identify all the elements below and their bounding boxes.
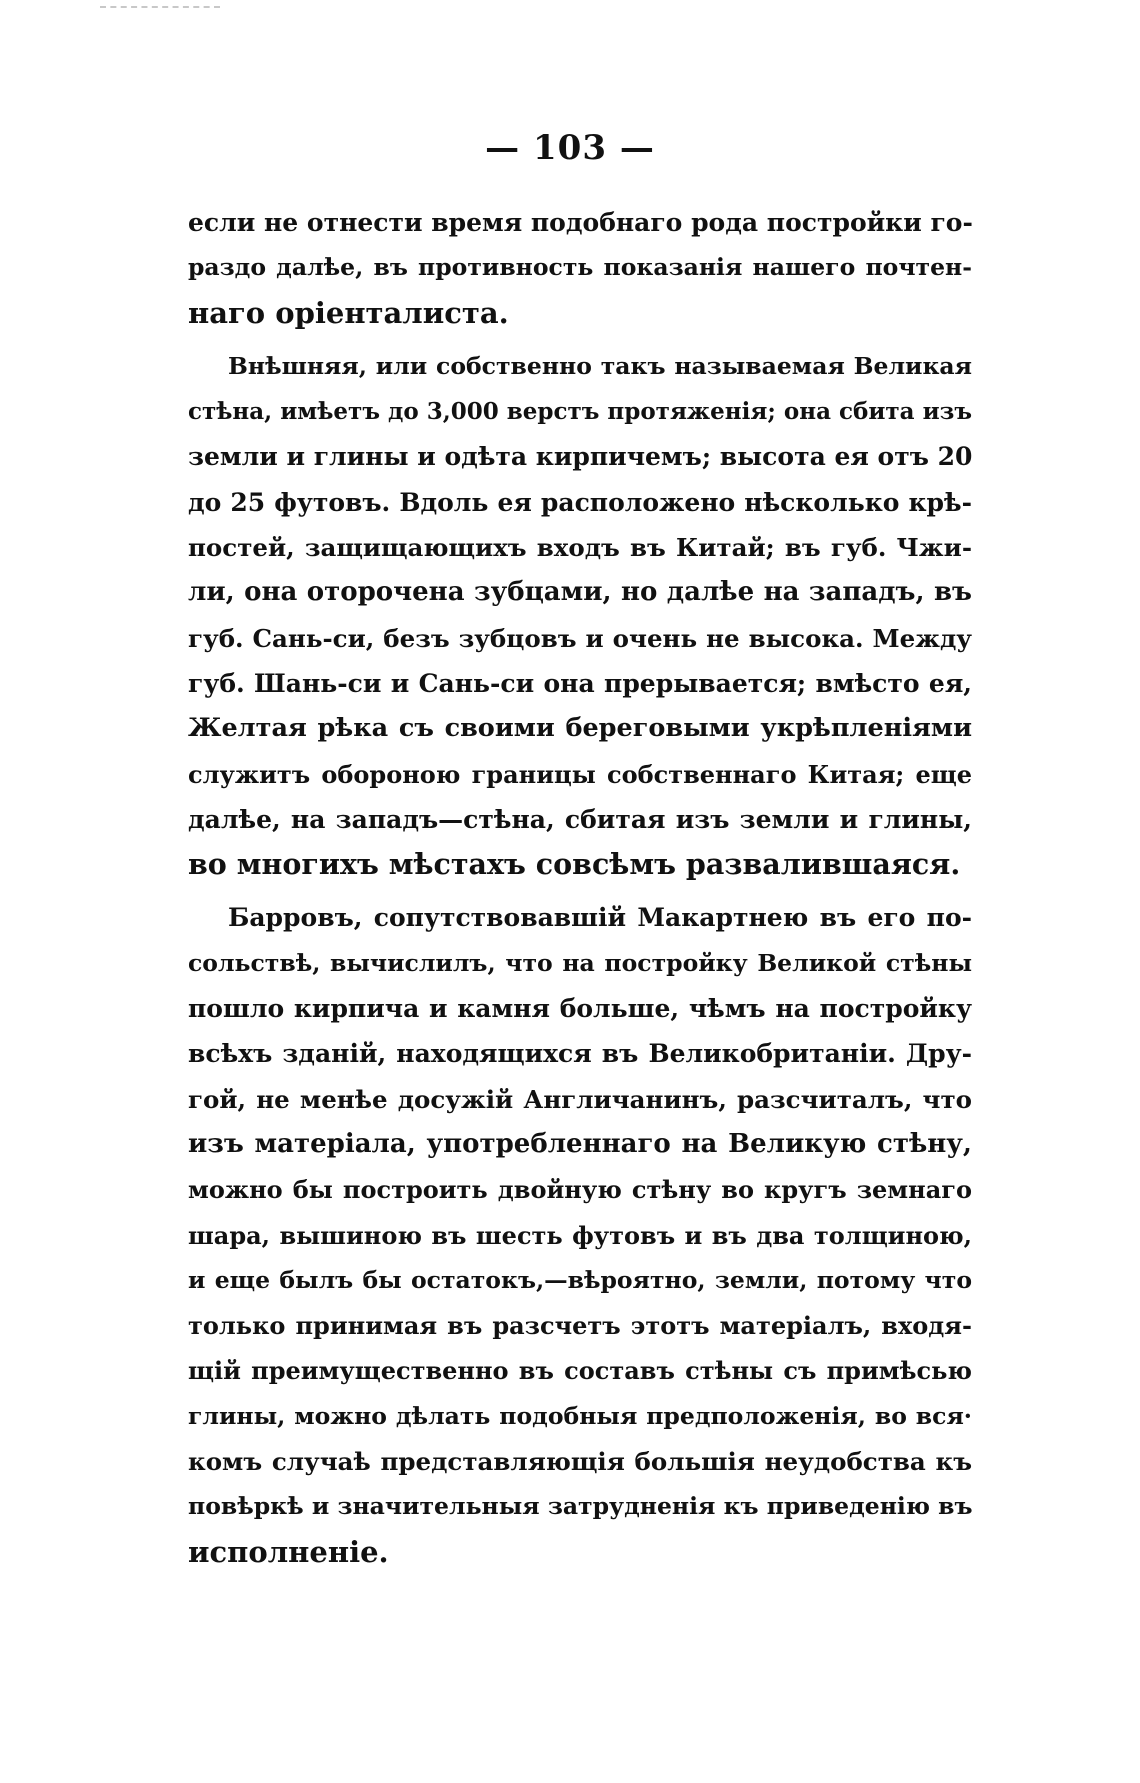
text-line: щій преимущественно въ составъ стѣны съ примѣсью [188,1356,972,1386]
text-line: глины, можно дѣлать подобныя предположенія, во вся· [188,1401,972,1430]
text-line: гой, не менѣе досужій Англичанинъ, разсчиталъ, что [188,1084,972,1114]
text-line: можно бы построить двойную стѣну во кругъ земнаго [188,1175,972,1205]
text-line: ли, она оторочена зубцами, но далѣе на западъ, въ [188,577,972,608]
text-line: служитъ обороною границы собственнаго Китая; еще [188,759,972,789]
text-line: если не отнести время подобнаго рода постройки го- [188,208,973,237]
text-line: шара, вышиною въ шесть футовъ и въ два толщиною, [188,1220,972,1250]
page-number: — 103 — [485,128,655,168]
text-line: стѣна, имѣетъ до 3,000 верстъ протяженія; она сбита изъ [188,398,972,426]
body-text [188,200,972,1575]
text-line: исполненіе. [188,1534,389,1569]
text-line: раздо далѣе, въ противность показанія нашего почтен- [188,253,972,282]
text-line: только принимая въ разсчетъ этотъ матеріалъ, входя- [188,1311,972,1341]
text-line: губ. Шань-си и Сань-си она прерывается; вмѣсто ея, [188,668,972,698]
text-line: наго оріенталиста. [188,295,509,330]
text-line: губ. Сань-си, безъ зубцовъ и очень не высока. Между [188,623,972,653]
paragraph-1 [188,200,972,336]
text-line: сольствѣ, вычислилъ, что на постройку Великой стѣны [188,948,972,977]
text-line: Желтая рѣка съ своими береговыми укрѣпленіями [188,713,972,744]
text-line: всѣхъ зданій, находящихся въ Великобританіи. Дру- [188,1039,972,1069]
text-line: постей, защищающихъ входъ въ Китай; въ губ. Чжи- [188,533,972,563]
text-line: изъ матеріала, употребленнаго на Великую стѣну, [188,1128,972,1159]
paragraph-2 [188,344,972,888]
text-line: во многихъ мѣстахъ совсѣмъ развалившаяся. [188,847,961,882]
text-line: повѣркѣ и значительныя затрудненія къ приведенію въ [188,1492,973,1521]
text-line: пошло кирпича и камня больше, чѣмъ на постройку [188,994,972,1024]
text-line: до 25 футовъ. Вдоль ея расположено нѣсколько крѣ- [188,487,972,517]
text-line: далѣе, на западъ—стѣна, сбитая изъ земли и глины, [188,804,972,834]
scan-artifact-mark [100,6,220,14]
text-line: земли и глины и одѣта кирпичемъ; высота ея отъ 20 [188,442,973,472]
text-line: Внѣшняя, или собственно такъ называемая Великая [228,351,972,380]
paragraph-3 [188,895,972,1574]
text-line: комъ случаѣ представляющія большія неудобства къ [188,1447,972,1477]
text-line: и еще былъ бы остатокъ,—вѣроятно, земли, потому что [188,1265,972,1294]
text-line: Барровъ, сопутствовавшій Макартнею въ его по- [228,903,972,933]
